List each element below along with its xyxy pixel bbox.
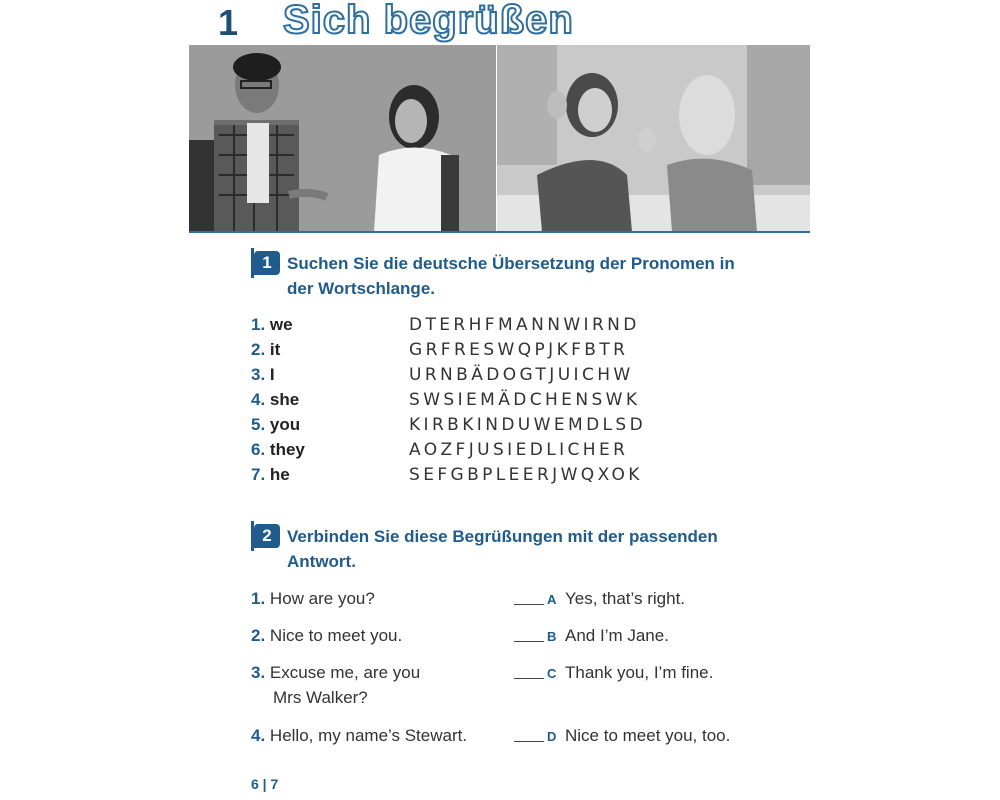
pronoun-word: she — [269, 390, 300, 409]
answer-blank[interactable] — [514, 741, 544, 742]
question-text: Nice to meet you. — [269, 626, 403, 645]
question-number: 1. — [251, 589, 266, 608]
word-snake: KIRBKINDUWEMDLSD — [409, 415, 647, 435]
item-number: 7. — [251, 465, 266, 484]
pronoun-word: it — [269, 340, 281, 359]
question-text: How are you? — [269, 589, 375, 608]
word-snake: SWSIEMÄDCHENSWK — [409, 390, 641, 410]
word-snake: SEFGBPLEERJWQXOK — [409, 465, 643, 485]
answer-letter: D — [547, 729, 557, 744]
answer-letter: B — [547, 629, 557, 644]
pronoun-word: they — [269, 440, 305, 459]
word-snake: AOZFJUSIEDLICHER — [409, 440, 629, 460]
page-number: 6 | 7 — [251, 776, 279, 792]
chapter-number: 1 — [218, 2, 239, 43]
question-item — [251, 586, 375, 612]
pronoun-word: he — [269, 465, 290, 484]
pronoun-item — [251, 338, 280, 362]
pronoun-word: I — [269, 365, 275, 384]
item-number: 5. — [251, 415, 266, 434]
answer-blank[interactable] — [514, 604, 544, 605]
pronoun-item — [251, 413, 300, 437]
chapter-title: Sich begrüßen — [283, 0, 574, 42]
word-snake: URNBÄDOGTJUICHW — [409, 365, 634, 385]
item-number: 3. — [251, 365, 266, 384]
exercise-1-instruction-line1: Suchen Sie die deutsche Übersetzung der Pronomen in — [287, 254, 735, 273]
item-number: 1. — [251, 315, 266, 334]
word-snake: GRFRESWQPJKFBTR — [409, 340, 629, 360]
exercise-2-badge: 2 — [254, 524, 280, 548]
answer-blank[interactable] — [514, 641, 544, 642]
question-number: 2. — [251, 626, 266, 645]
item-number: 4. — [251, 390, 266, 409]
question-item — [251, 723, 467, 749]
exercise-1-badge: 1 — [254, 251, 280, 275]
photo-greeting-friends — [497, 45, 810, 232]
pronoun-word: we — [269, 315, 293, 334]
exercise-2-instruction-line2: Antwort. — [287, 552, 356, 571]
question-text: Excuse me, are you — [269, 663, 421, 682]
question-item — [251, 660, 420, 686]
photo-divider — [189, 231, 810, 233]
question-item — [251, 623, 402, 649]
item-number: 6. — [251, 440, 266, 459]
pronoun-item — [251, 438, 305, 462]
exercise-2-instruction-line1: Verbinden Sie diese Begrüßungen mit der passenden — [287, 527, 718, 546]
pronoun-word: you — [269, 415, 301, 434]
exercise-1-instruction-line2: der Wortschlange. — [287, 279, 435, 298]
pronoun-item — [251, 313, 293, 337]
question-text: Hello, my name’s Stewart. — [269, 726, 468, 745]
pronoun-item — [251, 388, 299, 412]
answer-text: And I’m Jane. — [565, 626, 669, 645]
pronoun-item — [251, 463, 290, 487]
pronoun-item — [251, 363, 275, 387]
answer-letter: C — [547, 666, 557, 681]
answer-letter: A — [547, 592, 557, 607]
answer-text: Yes, that’s right. — [565, 589, 686, 608]
answer-blank[interactable] — [514, 678, 544, 679]
answer-text: Thank you, I’m fine. — [565, 663, 714, 682]
question-number: 3. — [251, 663, 266, 682]
answer-text: Nice to meet you, too. — [565, 726, 731, 745]
item-number: 2. — [251, 340, 266, 359]
question-text-continued: Mrs Walker? — [273, 688, 368, 707]
question-number: 4. — [251, 726, 266, 745]
word-snake: DTERHFMANNWIRND — [409, 315, 640, 335]
photo-greeting-students — [189, 45, 496, 232]
